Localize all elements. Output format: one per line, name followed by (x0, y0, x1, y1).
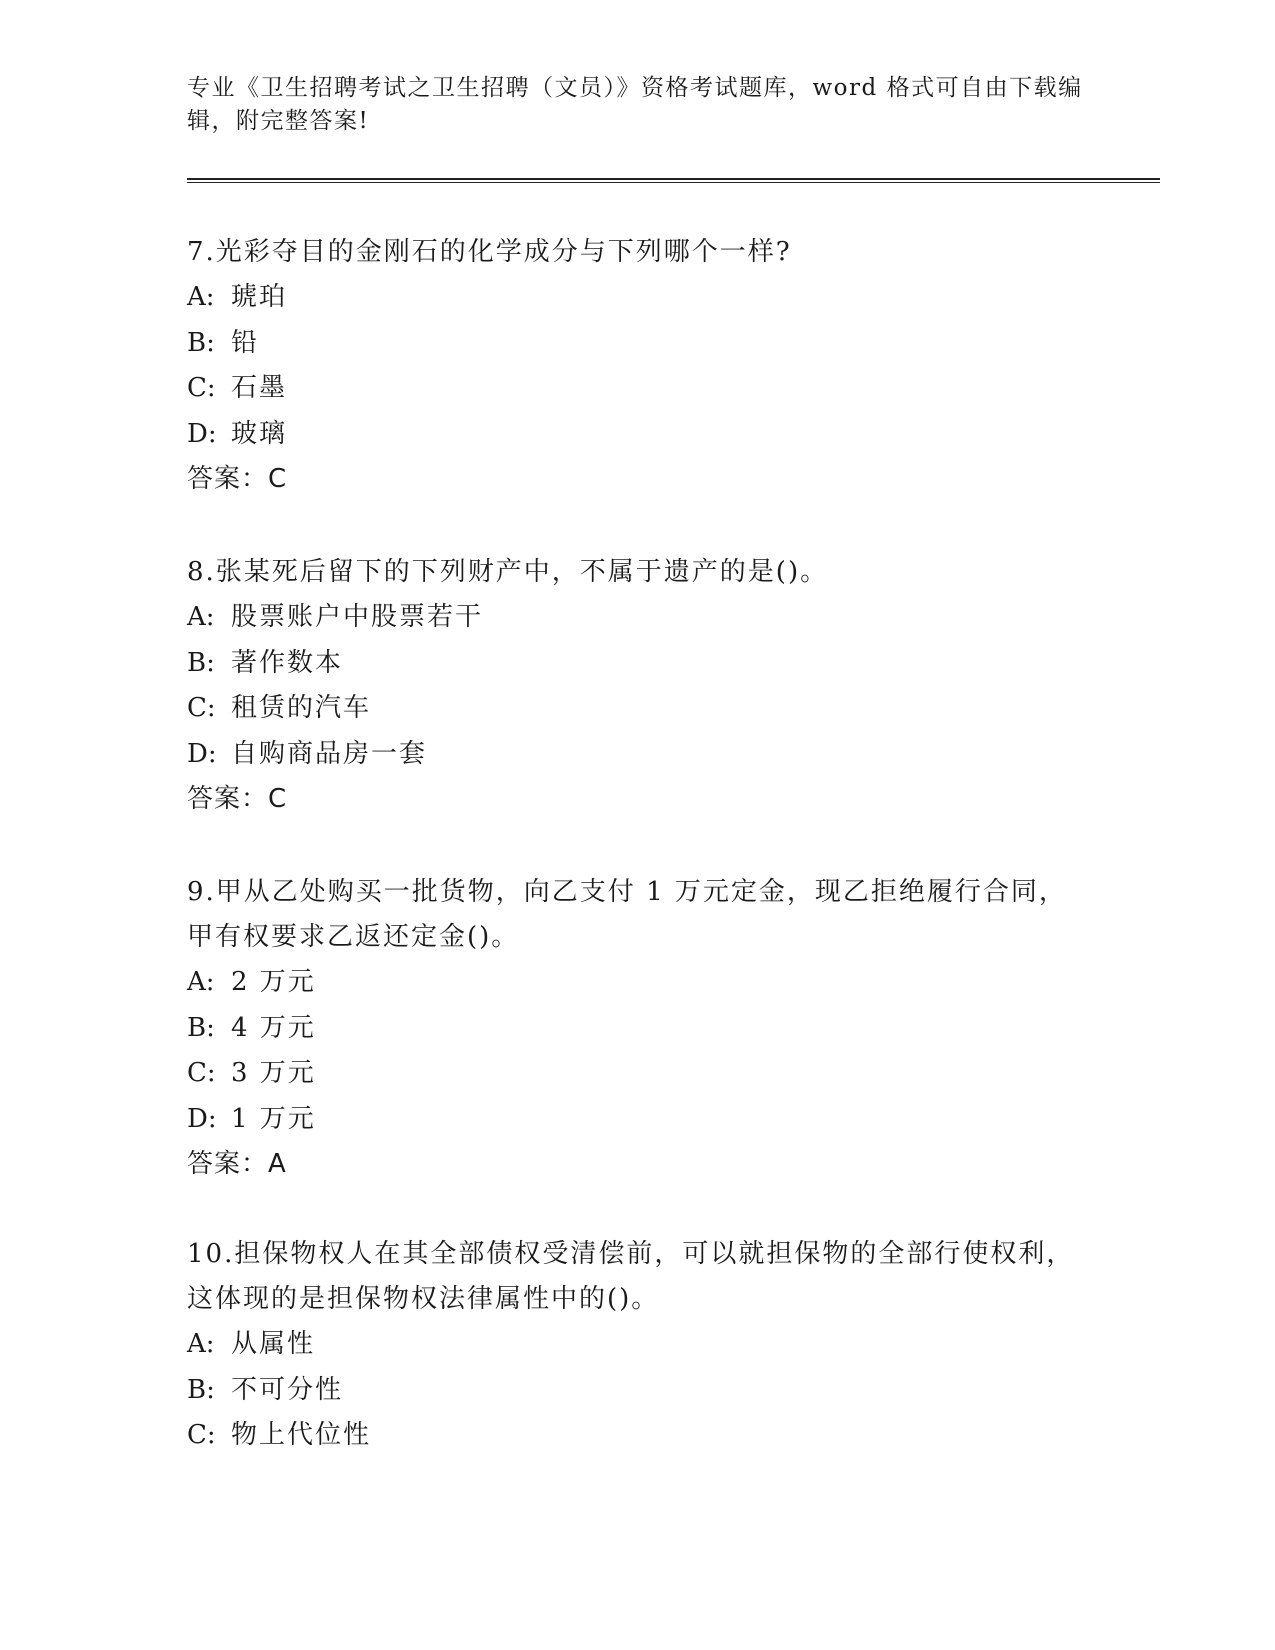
option-letter: A: (187, 282, 215, 312)
option-letter: C: (187, 1420, 216, 1450)
option-letter: B: (187, 1012, 215, 1043)
answer: 答案：C (187, 784, 288, 814)
option-text: 玻璃 (231, 418, 288, 449)
question-8 (187, 550, 1087, 822)
question-stem: 9.甲从乙处购买一批货物，向乙支付 1 万元定金，现乙拒绝履行合同，甲有权要求乙返还定金()。 (187, 877, 1067, 952)
option-letter: B: (187, 647, 215, 678)
question-stem: 10.担保物权人在其全部债权受清偿前，可以就担保物的全部行使权利，这体现的是担保物权法律属性中的()。 (187, 1239, 1075, 1314)
option-letter: A: (187, 967, 215, 997)
option-text: 3 万元 (231, 1058, 316, 1088)
option-a (187, 960, 1087, 1006)
option-c (187, 1051, 1087, 1097)
option-text: 1 万元 (231, 1103, 316, 1134)
option-b (187, 1006, 1087, 1052)
option-c (187, 686, 1087, 732)
option-text: 4 万元 (231, 1012, 316, 1043)
header-divider (187, 178, 1160, 183)
option-letter: D: (187, 418, 217, 449)
option-letter: C: (187, 373, 216, 403)
option-d (187, 1097, 1087, 1143)
option-letter: A: (187, 1329, 215, 1359)
option-text: 琥珀 (231, 282, 288, 312)
option-text: 石墨 (231, 373, 288, 403)
option-letter: D: (187, 738, 217, 769)
option-b (187, 641, 1087, 687)
option-b (187, 321, 1087, 367)
answer: 答案：A (187, 1149, 287, 1179)
question-7 (187, 230, 1087, 502)
option-text: 股票账户中股票若干 (231, 602, 484, 632)
answer: 答案：C (187, 464, 288, 494)
document-header: 专业《卫生招聘考试之卫生招聘（文员）》资格考试题库，word 格式可自由下载编辑，附完整答案! (187, 75, 1083, 134)
option-a (187, 275, 1087, 321)
option-d (187, 732, 1087, 778)
option-letter: C: (187, 693, 216, 723)
option-text: 从属性 (231, 1329, 316, 1359)
option-letter: B: (187, 1374, 215, 1405)
option-text: 租赁的汽车 (231, 693, 372, 723)
question-9 (187, 870, 1087, 1187)
option-text: 物上代位性 (231, 1420, 372, 1450)
option-c (187, 1413, 1087, 1459)
option-text: 自购商品房一套 (231, 738, 428, 769)
option-letter: C: (187, 1058, 216, 1088)
option-text: 铅 (231, 327, 260, 358)
option-text: 2 万元 (231, 967, 316, 997)
option-text: 不可分性 (231, 1374, 344, 1405)
option-a (187, 595, 1087, 641)
option-letter: D: (187, 1103, 217, 1134)
option-c (187, 366, 1087, 412)
option-d (187, 412, 1087, 458)
option-a (187, 1322, 1087, 1368)
option-b (187, 1368, 1087, 1414)
question-stem: 8.张某死后留下的下列财产中，不属于遗产的是()。 (187, 557, 829, 587)
option-letter: B: (187, 327, 215, 358)
option-letter: A: (187, 602, 215, 632)
question-stem: 7.光彩夺目的金刚石的化学成分与下列哪个一样? (187, 237, 792, 267)
question-10 (187, 1232, 1087, 1459)
option-text: 著作数本 (231, 647, 344, 678)
